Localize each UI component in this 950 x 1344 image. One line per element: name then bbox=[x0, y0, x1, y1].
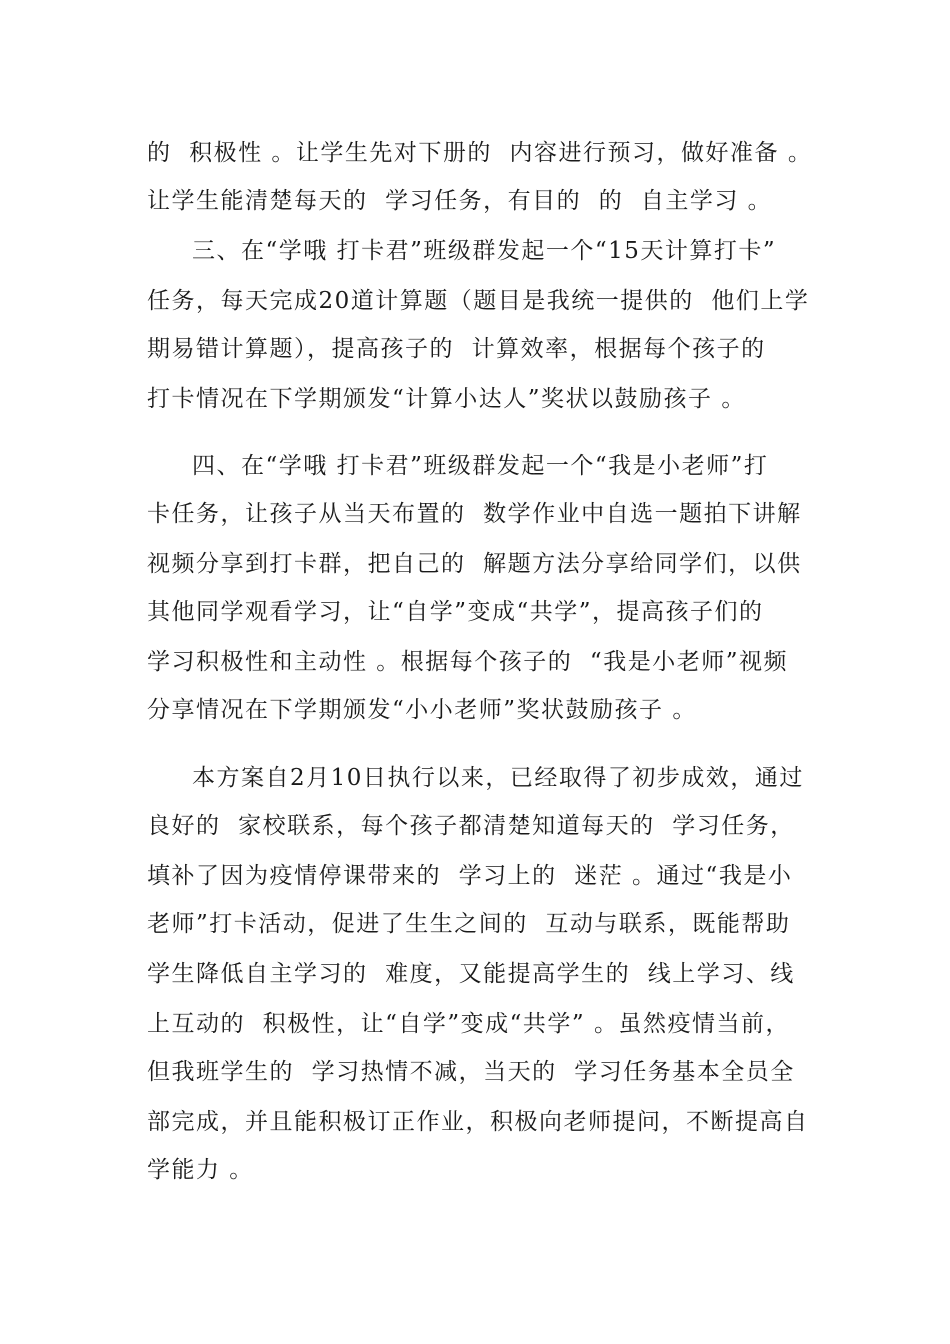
text-line: 卡任务，让孩子从当天布置的 数学作业中自选一题拍下讲解 bbox=[147, 501, 802, 527]
text-line: 期易错计算题），提高孩子的 计算效率，根据每个孩子的 bbox=[147, 336, 766, 362]
text-line: 四、在“学哦 打卡君”班级群发起一个“我是小老师”打 bbox=[192, 453, 769, 479]
text-line: 学生降低自主学习的 难度，又能提高学生的 线上学习、线 bbox=[147, 961, 795, 987]
text-line: 的 积极性 。让学生先对下册的 内容进行预习，做好准备 。 bbox=[147, 140, 813, 166]
text-line: 其他同学观看学习，让“自学”变成“共学”，提高孩子们的 bbox=[147, 599, 764, 625]
text-line: 部完成，并且能积极订正作业，积极向老师提问，不断提高自 bbox=[147, 1109, 809, 1135]
text-line: 良好的 家校联系，每个孩子都清楚知道每天的 学习任务， bbox=[147, 813, 795, 839]
text-line: 老师”打卡活动，促进了生生之间的 互动与联系，既能帮助 bbox=[147, 911, 791, 937]
text-line: 打卡情况在下学期颁发“计算小达人”奖状以鼓励孩子 。 bbox=[147, 386, 746, 412]
text-line: 任务，每天完成20道计算题（题目是我统一提供的 他们上学 bbox=[147, 288, 810, 314]
text-line: 让学生能清楚每天的 学习任务，有目的 的 自主学习 。 bbox=[147, 188, 773, 214]
text-line: 视频分享到打卡群，把自己的 解题方法分享给同学们，以供 bbox=[147, 551, 802, 577]
text-line: 学习积极性和主动性 。根据每个孩子的 “我是小老师”视频 bbox=[147, 649, 788, 675]
text-line: 分享情况在下学期颁发“小小老师”奖状鼓励孩子 。 bbox=[147, 697, 697, 723]
text-line: 上互动的 积极性，让“自学”变成“共学” 。虽然疫情当前， bbox=[147, 1011, 790, 1037]
text-line: 三、在“学哦 打卡君”班级群发起一个“15天计算打卡” bbox=[192, 238, 777, 264]
text-line: 但我班学生的 学习热情不减，当天的 学习任务基本全员全 bbox=[147, 1059, 795, 1085]
text-line: 本方案自2月10日执行以来，已经取得了初步成效，通过 bbox=[192, 765, 804, 791]
text-line: 学能力 。 bbox=[147, 1157, 254, 1183]
text-line: 填补了因为疫情停课带来的 学习上的 迷茫 。通过“我是小 bbox=[147, 863, 793, 889]
